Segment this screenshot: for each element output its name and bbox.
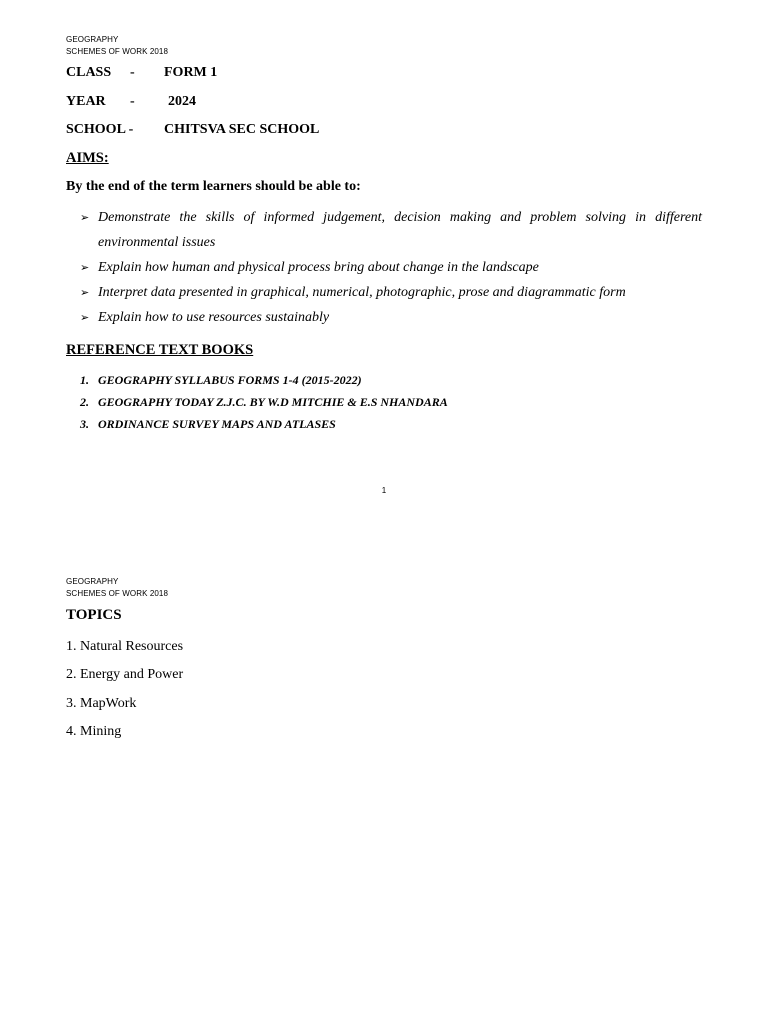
header-scheme: SCHEMES OF WORK 2018 [66, 589, 169, 598]
arrow-bullet-icon: ➢ [80, 286, 90, 299]
reference-number: 2. [80, 395, 89, 409]
reference-item [80, 391, 448, 413]
page-2 [0, 545, 768, 1024]
aim-text: Demonstrate the skills of informed judgement, decision making and problem solving in different environmental issues [98, 210, 702, 250]
topic-item: 4. Mining [66, 723, 122, 739]
running-header [66, 576, 168, 600]
year-value: 2024 [168, 94, 196, 109]
references-heading: REFERENCE TEXT BOOKS [66, 342, 254, 358]
aim-item [80, 205, 702, 255]
aim-item [80, 280, 702, 305]
reference-item [80, 413, 448, 435]
school-label: SCHOOL - [66, 122, 134, 137]
aims-intro: By the end of the term learners should be able to: [66, 179, 361, 194]
year-label: YEAR [66, 94, 106, 109]
header-subject: GEOGRAPHY [66, 35, 119, 44]
references-list [80, 369, 448, 435]
topic-item: 3. MapWork [66, 695, 137, 711]
aims-heading: AIMS: [66, 150, 109, 166]
topic-item: 1. Natural Resources [66, 639, 184, 654]
aims-list [80, 205, 702, 330]
class-dash: - [130, 65, 135, 80]
reference-text: GEOGRAPHY TODAY Z.J.C. BY W.D MITCHIE & E.S NHANDARA [98, 395, 448, 409]
header-subject: GEOGRAPHY [66, 577, 119, 586]
topics-list [66, 633, 183, 746]
aim-item [80, 305, 702, 330]
arrow-bullet-icon: ➢ [80, 261, 90, 274]
page-number: 1 [381, 486, 387, 495]
class-value: FORM 1 [164, 65, 218, 80]
arrow-bullet-icon: ➢ [80, 311, 90, 324]
reference-item [80, 369, 448, 391]
reference-number: 3. [80, 417, 89, 431]
aim-text: Explain how human and physical process bring about change in the landscape [98, 260, 539, 275]
arrow-bullet-icon: ➢ [80, 211, 90, 224]
aim-text: Interpret data presented in graphical, numerical, photographic, prose and diagrammatic form [98, 285, 626, 300]
reference-number: 1. [80, 373, 89, 387]
topic-item: 2. Energy and Power [66, 667, 184, 683]
reference-text: ORDINANCE SURVEY MAPS AND ATLASES [98, 417, 336, 431]
class-label: CLASS [66, 65, 112, 80]
topics-title: TOPICS [66, 607, 122, 623]
aim-item [80, 255, 702, 280]
reference-text: GEOGRAPHY SYLLABUS FORMS 1-4 (2015-2022) [98, 373, 362, 387]
year-dash: - [130, 94, 135, 109]
aim-text: Explain how to use resources sustainably [98, 310, 330, 325]
running-header [66, 34, 168, 58]
school-value: CHITSVA SEC SCHOOL [164, 122, 320, 137]
header-scheme: SCHEMES OF WORK 2018 [66, 47, 169, 56]
